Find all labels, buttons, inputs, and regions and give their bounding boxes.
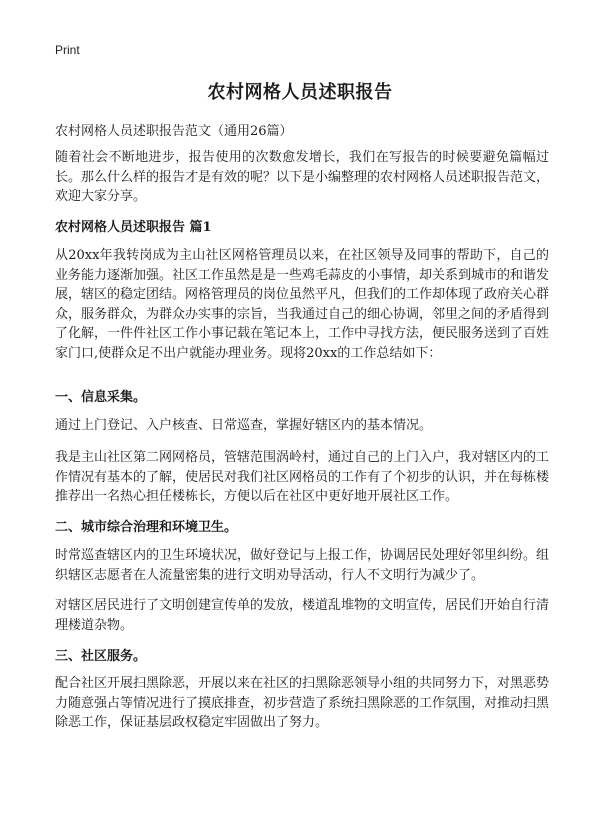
print-label[interactable]: Print — [55, 43, 80, 57]
intro-paragraph: 随着社会不断地进步，报告使用的次数愈发增长，我们在写报告的时候要避免篇幅过长。那么什么样的报告才是有效的呢？以下是小编整理的农村网格人员述职报告范文，欢迎大家分享。 — [55, 150, 550, 204]
body-paragraph-5: 对辖区居民进行了文明创建宣传单的发放，楼道乱堆物的文明宣传，居民们开始自行清理楼道杂物。 — [55, 598, 550, 633]
document-subtitle: 农村网格人员述职报告范文（通用26篇） — [55, 124, 293, 139]
heading-city-governance: 二、城市综合治理和环境卫生。 — [55, 520, 238, 535]
body-paragraph-3: 我是主山社区第二网网格员，管辖范围涡岭村，通过自己的上门入户，我对辖区内的工作情况有基本的了解，使居民对我们社区网格员的工作有了个初步的认识，并在每栋楼推荐出一名热心担任楼栋长，方便以后在社区中更好地开展社区工作。 — [55, 450, 550, 504]
heading-community-service: 三、社区服务。 — [55, 649, 147, 664]
page-title: 农村网格人员述职报告 — [207, 82, 393, 103]
body-paragraph-2: 通过上门登记、入户核查、日常巡查，掌握好辖区内的基本情况。 — [55, 418, 433, 433]
body-paragraph-4: 时常巡查辖区内的卫生环境状况，做好登记与上报工作，协调居民处理好邻里纠纷。组织辖区志愿者在人流量密集的进行文明劝导活动，行人不文明行为减少了。 — [55, 548, 550, 583]
section-title: 农村网格人员述职报告 篇1 — [55, 220, 212, 235]
body-paragraph-6: 配合社区开展扫黑除恶，开展以来在社区的扫黑除恶领导小组的共同努力下，对黑恶势力随意强占等情况进行了摸底排查，初步营造了系统扫黑除恶的工作氛围，对推动扫黑除恶工作，保证基层政权稳定牢固做出了努力。 — [55, 676, 550, 730]
body-paragraph-1: 从20xx年我转岗成为主山社区网格管理员以来，在社区领导及同事的帮助下，自己的业务能力逐渐加强。社区工作虽然是是一些鸡毛蒜皮的小事情，却关系到城市的和谐发展，辖区的稳定团结。网格管理员的岗位虽然平凡，但我们的工作却体现了政府关心群众，服务群众，为群众办实事的宗旨，当我通过自己的细心协调，邻里之间的矛盾得到了化解，一件件社区工作小事记载在笔记本上，工作中寻找方法，便民服务送到了百姓家门口,使群众足不出户就能办理业务。现将20xx的工作总结如下： — [55, 248, 550, 361]
heading-info-collection: 一、信息采集。 — [55, 390, 147, 405]
